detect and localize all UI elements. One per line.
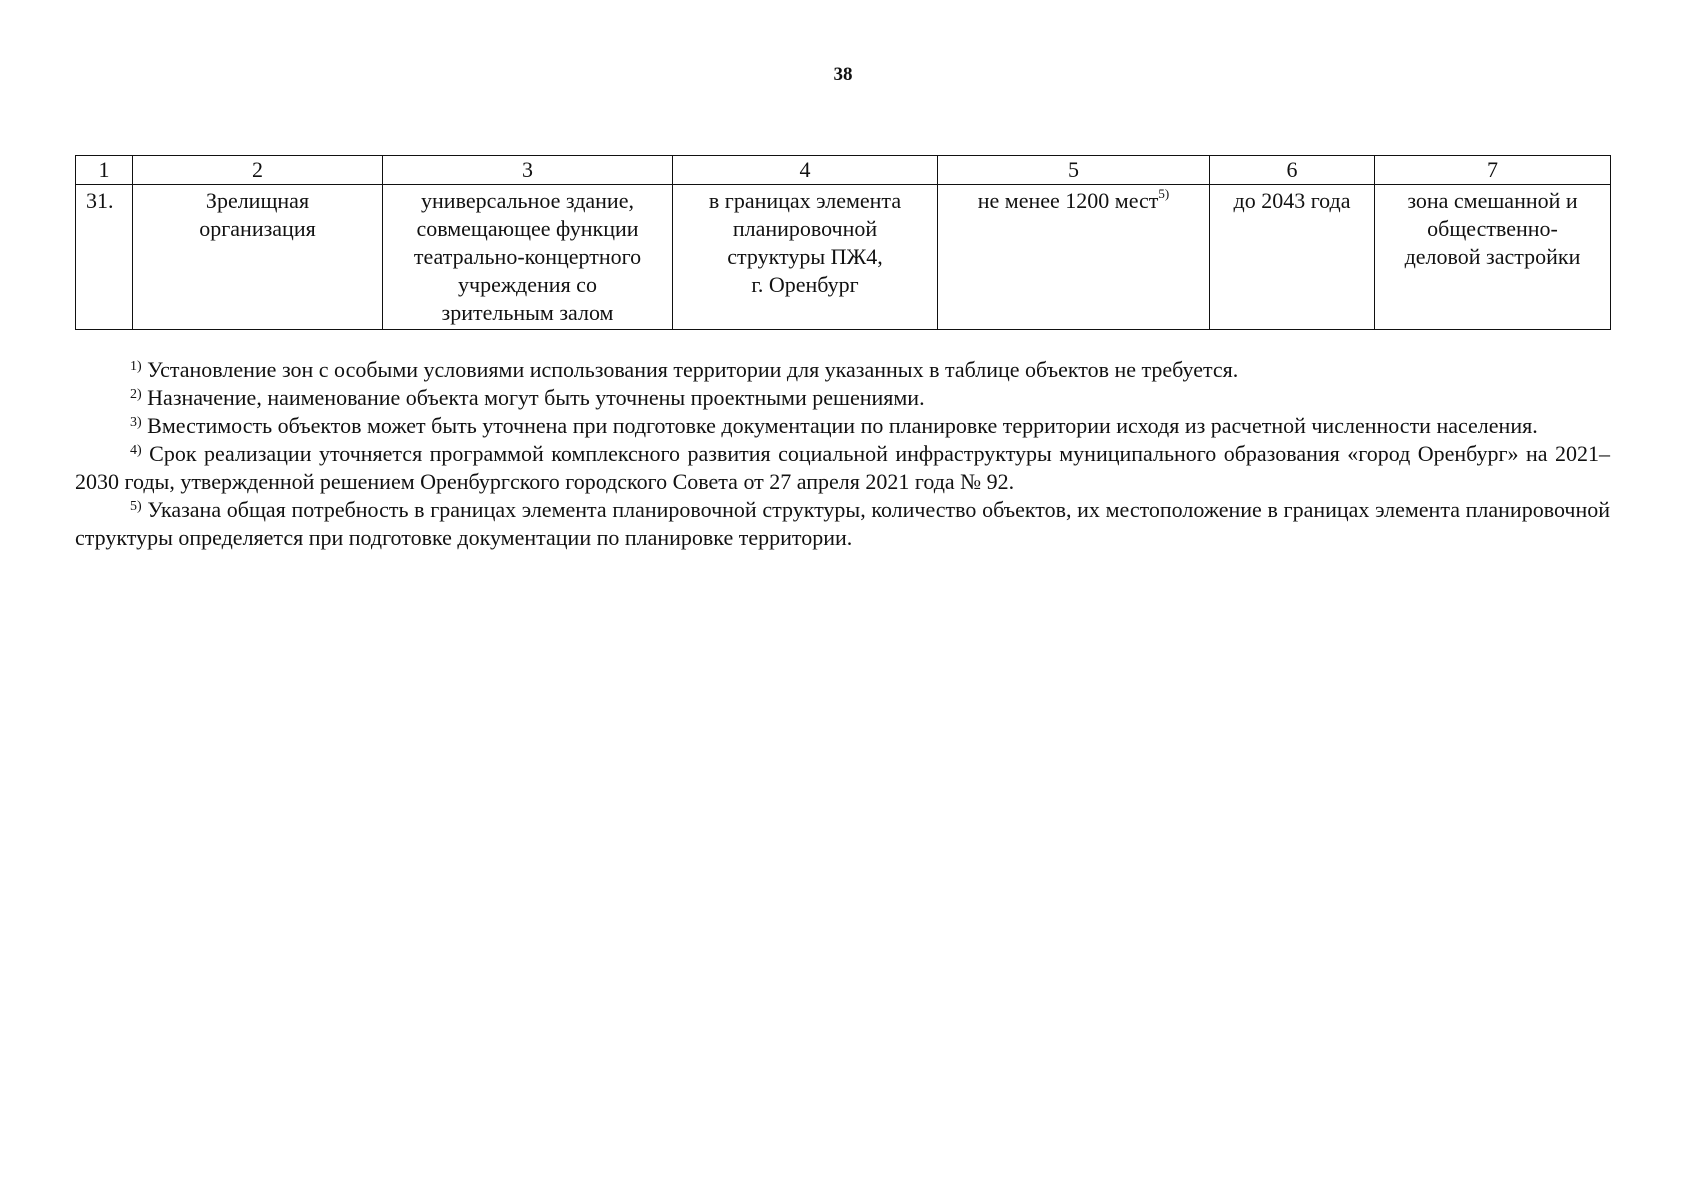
cell-line: общественно- (1427, 216, 1558, 241)
deadline-cell: до 2043 года (1210, 185, 1375, 330)
cell-line: деловой застройки (1404, 244, 1581, 269)
column-number-2: 2 (133, 156, 383, 185)
cell-line: Зрелищная (205, 188, 310, 213)
object-purpose-cell (383, 185, 673, 330)
capacity-text: не менее 1200 мест (977, 188, 1159, 213)
column-number-7: 7 (1375, 156, 1611, 185)
row-number: 31. (76, 185, 133, 330)
column-number-1: 1 (76, 156, 133, 185)
footnote-text: Назначение, наименование объекта могут быть уточнены проектными решениями. (147, 385, 925, 410)
location-cell (673, 185, 938, 330)
cell-line: совмещающее функции (416, 216, 639, 241)
footnote-marker: 4) (130, 443, 142, 458)
column-number-4: 4 (673, 156, 938, 185)
footnote-5 (75, 496, 1610, 552)
cell-line: планировочной (732, 216, 878, 241)
footnote-2 (75, 384, 1610, 412)
cell-line: учреждения со (458, 272, 597, 297)
footnote-marker: 2) (130, 387, 142, 402)
objects-table (75, 155, 1611, 330)
object-type-cell (133, 185, 383, 330)
footnote-marker: 1) (130, 359, 142, 374)
footnote-marker: 5) (130, 499, 142, 514)
capacity-footnote-ref: 5) (1158, 185, 1170, 201)
footnote-4 (75, 440, 1610, 496)
column-number-3: 3 (383, 156, 673, 185)
zone-cell (1375, 185, 1611, 330)
cell-line: зрительным залом (441, 300, 614, 325)
footnote-3 (75, 412, 1610, 440)
footnote-text: Указана общая потребность в границах элемента планировочной структуры, количество объектов, их местоположение в границах элемента планировочной структуры определяется при подготовке документации по планировке территории. (75, 497, 1610, 550)
column-number-5: 5 (938, 156, 1210, 185)
cell-line: организация (199, 216, 316, 241)
footnote-1 (75, 356, 1610, 384)
footnote-marker: 3) (130, 415, 142, 430)
cell-line: структуры ПЖ4, (727, 244, 883, 269)
footnotes (75, 356, 1610, 552)
cell-line: зона смешанной и (1407, 188, 1578, 213)
footnote-text: Срок реализации уточняется программой комплексного развития социальной инфраструктуры муниципального образования «город Оренбург» на 2021–2030 годы, утвержденной решением Оренбургского городского Совета от 27 апреля 2021 года № 92. (75, 441, 1610, 494)
footnote-text: Вместимость объектов может быть уточнена при подготовке документации по планировке территории исходя из расчетной численности населения. (147, 413, 1538, 438)
cell-line: театрально-концертного (413, 244, 642, 269)
capacity-cell (938, 185, 1210, 330)
cell-line: г. Оренбург (751, 272, 859, 297)
cell-line: в границах элемента (708, 188, 902, 213)
table-row (76, 185, 1611, 330)
column-number-6: 6 (1210, 156, 1375, 185)
cell-line: универсальное здание, (421, 188, 634, 213)
footnote-text: Установление зон с особыми условиями использования территории для указанных в таблице объектов не требуется. (147, 357, 1239, 382)
table-header-row (76, 156, 1611, 185)
page-number: 38 (833, 64, 853, 85)
